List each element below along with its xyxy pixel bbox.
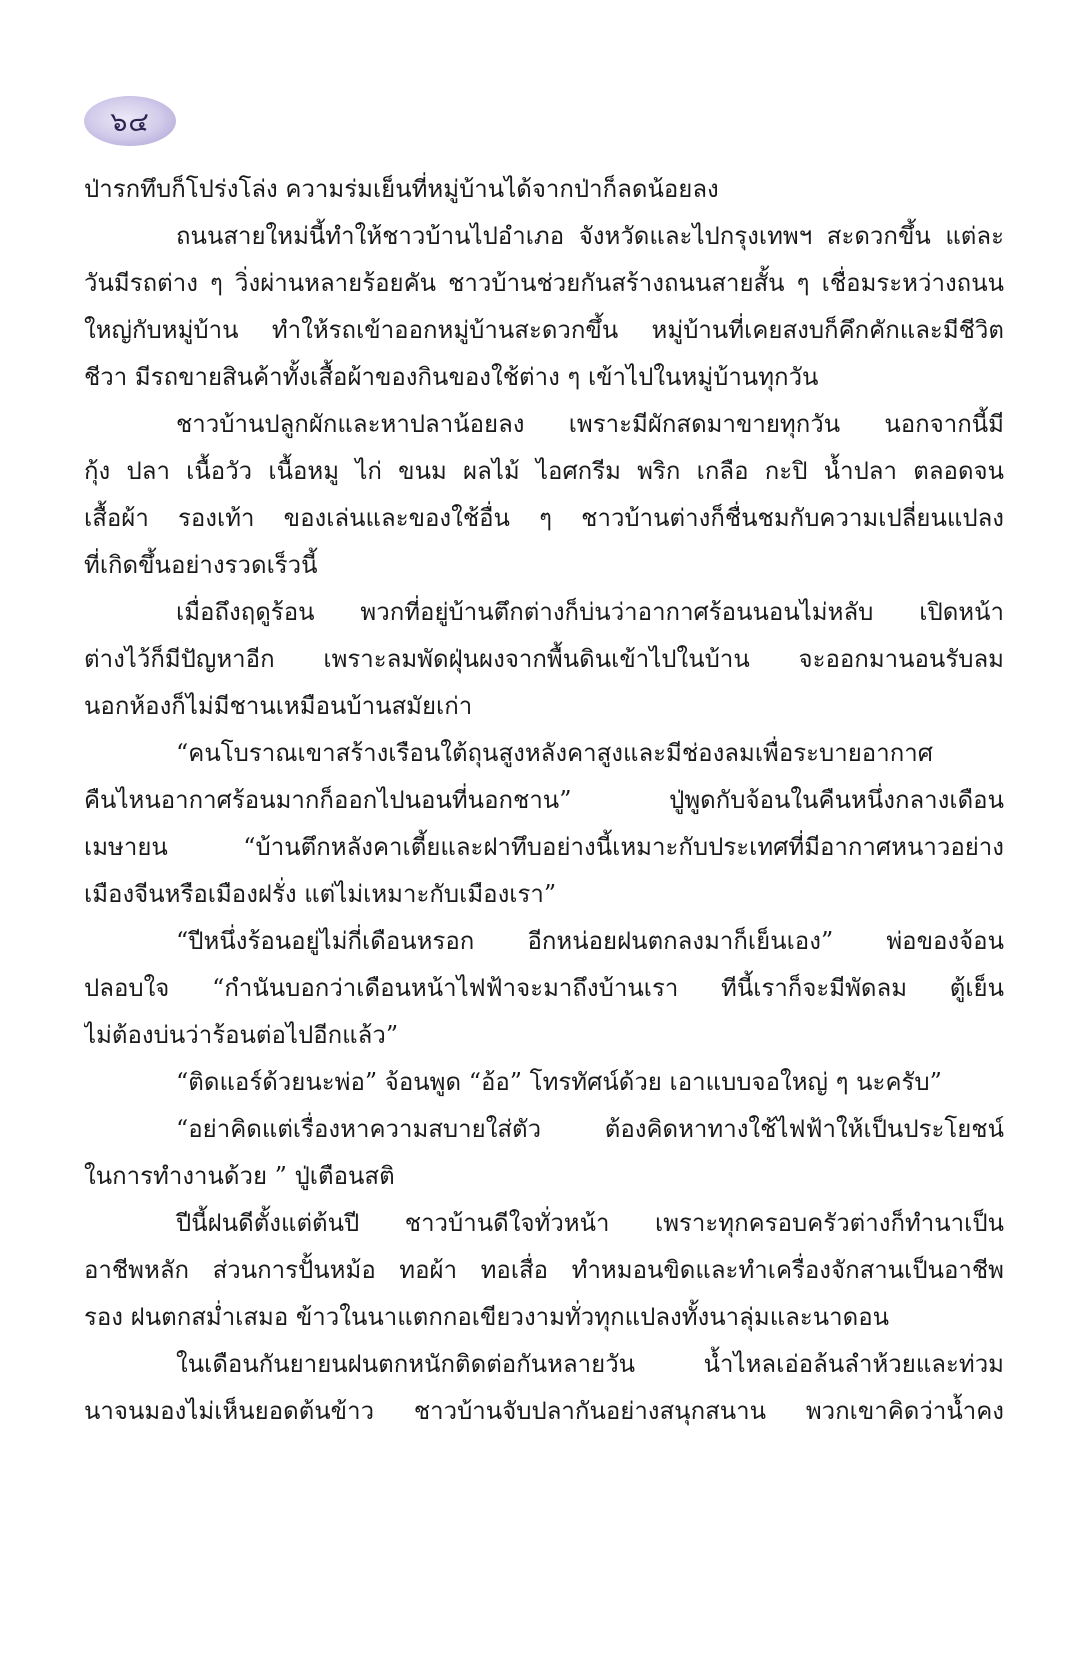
text-line: “คนโบราณเขาสร้างเรือนใต้ถุนสูงหลังคาสูงและมีช่องลมเพื่อระบายอากาศ	[176, 739, 933, 767]
text-line: ไม่ต้องบ่นว่าร้อนต่อไปอีกแล้ว”	[84, 1021, 399, 1049]
text-line: ปลอบใจ “กำนันบอกว่าเดือนหน้าไฟฟ้าจะมาถึงบ้านเรา ทีนี้เราก็จะมีพัดลม ตู้เย็น	[84, 974, 1004, 1002]
text-line: อาชีพหลัก ส่วนการปั้นหม้อ ทอผ้า ทอเสื่อ ทำหมอนขิดและทำเครื่องจักสานเป็นอาชีพ	[84, 1256, 1004, 1284]
text-line: กุ้ง ปลา เนื้อวัว เนื้อหมู ไก่ ขนม ผลไม้ ไอศกรีม พริก เกลือ กะปิ น้ำปลา ตลอดจน	[84, 457, 1004, 485]
text-line: เมื่อถึงฤดูร้อน พวกที่อยู่บ้านตึกต่างก็บ่นว่าอากาศร้อนนอนไม่หลับ เปิดหน้า	[176, 598, 1004, 626]
text-line: ในเดือนกันยายนฝนตกหนักติดต่อกันหลายวัน น้ำไหลเอ่อล้นลำห้วยและท่วม	[176, 1350, 1004, 1378]
page-number: ๖๔	[110, 106, 150, 138]
text-line: “ติดแอร์ด้วยนะพ่อ” จ้อนพูด “อ้อ” โทรทัศน์ด้วย เอาแบบจอใหญ่ ๆ นะครับ”	[176, 1068, 942, 1096]
page-number-badge	[84, 96, 176, 146]
text-line: ปีนี้ฝนดีตั้งแต่ต้นปี ชาวบ้านดีใจทั่วหน้า เพราะทุกครอบครัวต่างก็ทำนาเป็น	[176, 1209, 1004, 1237]
text-line: คืนไหนอากาศร้อนมากก็ออกไปนอนที่นอกชาน” ปู่พูดกับจ้อนในคืนหนึ่งกลางเดือน	[84, 786, 1004, 814]
text-line: นาจนมองไม่เห็นยอดต้นข้าว ชาวบ้านจับปลากันอย่างสนุกสนาน พวกเขาคิดว่าน้ำคง	[84, 1397, 1004, 1425]
text-line: เมษายน “บ้านตึกหลังคาเตี้ยและฝาทึบอย่างนี้เหมาะกับประเทศที่มีอากาศหนาวอย่าง	[84, 833, 1004, 861]
text-line: รอง ฝนตกสม่ำเสมอ ข้าวในนาแตกกอเขียวงามทั่วทุกแปลงทั้งนาลุ่มและนาดอน	[84, 1303, 890, 1331]
text-line: ต่างไว้ก็มีปัญหาอีก เพราะลมพัดฝุ่นผงจากพื้นดินเข้าไปในบ้าน จะออกมานอนรับลม	[84, 645, 1004, 673]
text-line: เมืองจีนหรือเมืองฝรั่ง แต่ไม่เหมาะกับเมืองเรา”	[84, 880, 557, 908]
text-line: ชีวา มีรถขายสินค้าทั้งเสื้อผ้าของกินของใช้ต่าง ๆ เข้าไปในหมู่บ้านทุกวัน	[84, 363, 819, 391]
text-line: ถนนสายใหม่นี้ทำให้ชาวบ้านไปอำเภอ จังหวัดและไปกรุงเทพฯ สะดวกขึ้น แต่ละ	[176, 222, 1004, 250]
text-line: ที่เกิดขึ้นอย่างรวดเร็วนี้	[84, 551, 318, 579]
text-line: ใหญ่กับหมู่บ้าน ทำให้รถเข้าออกหมู่บ้านสะดวกขึ้น หมู่บ้านที่เคยสงบก็คึกคักและมีชีวิต	[84, 316, 1004, 344]
body-text	[84, 166, 1004, 1435]
text-line: “อย่าคิดแต่เรื่องหาความสบายใส่ตัว ต้องคิดหาทางใช้ไฟฟ้าให้เป็นประโยชน์	[176, 1115, 1004, 1143]
text-line: นอกห้องก็ไม่มีชานเหมือนบ้านสมัยเก่า	[84, 692, 473, 720]
text-line: เสื้อผ้า รองเท้า ของเล่นและของใช้อื่น ๆ ชาวบ้านต่างก็ชื่นชมกับความเปลี่ยนแปลง	[84, 504, 1004, 532]
text-line: วันมีรถต่าง ๆ วิ่งผ่านหลายร้อยคัน ชาวบ้านช่วยกันสร้างถนนสายสั้น ๆ เชื่อมระหว่างถนน	[84, 269, 1004, 297]
text-line: ชาวบ้านปลูกผักและหาปลาน้อยลง เพราะมีผักสดมาขายทุกวัน นอกจากนี้มี	[176, 410, 1004, 438]
text-line: ป่ารกทึบก็โปร่งโล่ง ความร่มเย็นที่หมู่บ้านได้จากป่าก็ลดน้อยลง	[84, 175, 719, 203]
text-line: “ปีหนึ่งร้อนอยู่ไม่กี่เดือนหรอก อีกหน่อยฝนตกลงมาก็เย็นเอง” พ่อของจ้อน	[176, 927, 1004, 955]
text-line: ในการทำงานด้วย ” ปู่เตือนสติ	[84, 1162, 395, 1190]
